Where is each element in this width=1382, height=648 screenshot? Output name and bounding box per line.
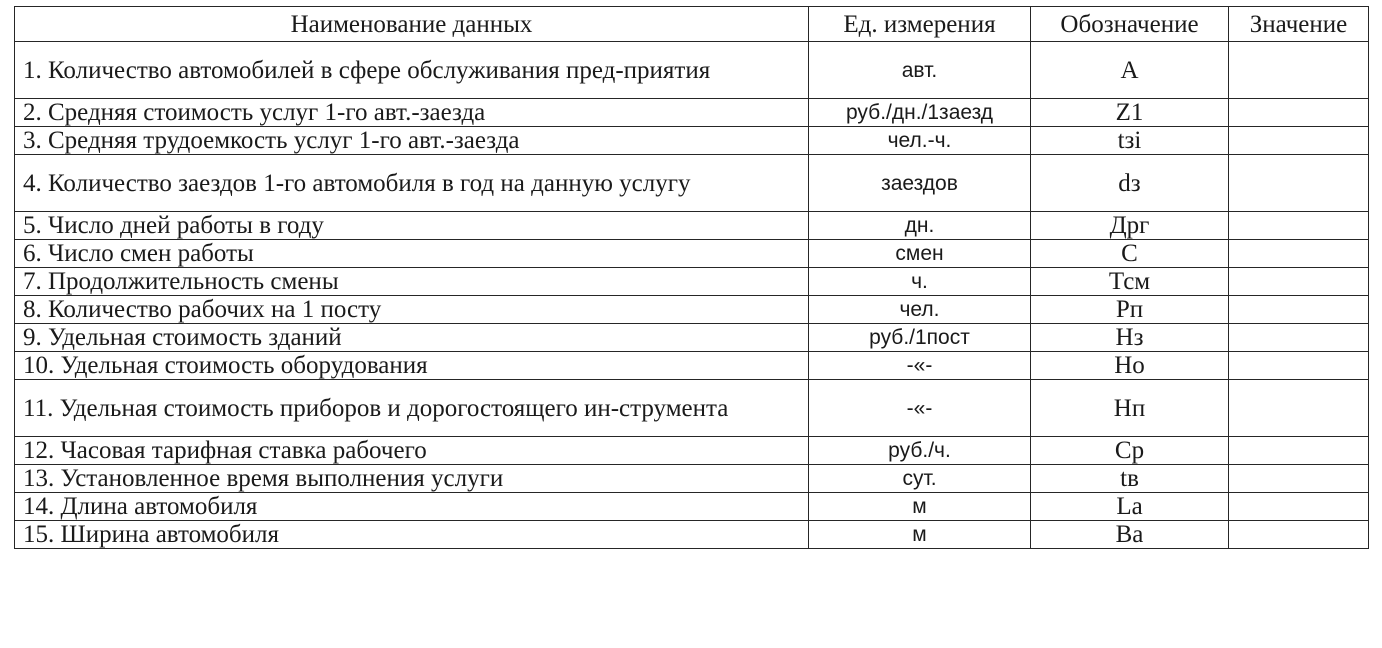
row-value[interactable]: [1229, 437, 1369, 465]
table-row: [15, 127, 1369, 155]
row-value[interactable]: [1229, 155, 1369, 212]
row-value[interactable]: [1229, 127, 1369, 155]
document-page: [14, 6, 1368, 549]
table-row: [15, 42, 1369, 99]
row-value[interactable]: [1229, 493, 1369, 521]
row-name: 10. Удельная стоимость оборудования: [15, 352, 809, 380]
header-unit: Ед. измерения: [809, 7, 1031, 42]
row-name: 1. Количество автомобилей в сфере обслуживания пред-приятия: [15, 42, 809, 99]
table-row: [15, 493, 1369, 521]
row-value[interactable]: [1229, 212, 1369, 240]
row-name: 7. Продолжительность смены: [15, 268, 809, 296]
table-row: [15, 380, 1369, 437]
row-name: 8. Количество рабочих на 1 посту: [15, 296, 809, 324]
row-unit: руб./дн./1заезд: [809, 99, 1031, 127]
table-row: [15, 296, 1369, 324]
row-value[interactable]: [1229, 324, 1369, 352]
row-unit: руб./1пост: [809, 324, 1031, 352]
row-name: 14. Длина автомобиля: [15, 493, 809, 521]
row-symbol: Рп: [1031, 296, 1229, 324]
row-symbol: Нп: [1031, 380, 1229, 437]
row-symbol: tзi: [1031, 127, 1229, 155]
row-unit: ч.: [809, 268, 1031, 296]
row-name: 4. Количество заездов 1-го автомобиля в год на данную услугу: [15, 155, 809, 212]
row-name: 11. Удельная стоимость приборов и дорогостоящего ин-струмента: [15, 380, 809, 437]
table-row: [15, 352, 1369, 380]
row-value[interactable]: [1229, 465, 1369, 493]
row-name: 2. Средняя стоимость услуг 1-го авт.-заезда: [15, 99, 809, 127]
table-row: [15, 268, 1369, 296]
row-unit: -«-: [809, 380, 1031, 437]
table-row: [15, 155, 1369, 212]
row-name: 13. Установленное время выполнения услуги: [15, 465, 809, 493]
row-unit: авт.: [809, 42, 1031, 99]
row-symbol: А: [1031, 42, 1229, 99]
table-row: [15, 240, 1369, 268]
row-symbol: Нз: [1031, 324, 1229, 352]
table-header-row: [15, 7, 1369, 42]
row-value[interactable]: [1229, 296, 1369, 324]
table-row: [15, 99, 1369, 127]
row-symbol: Тсм: [1031, 268, 1229, 296]
row-unit: чел.-ч.: [809, 127, 1031, 155]
row-symbol: La: [1031, 493, 1229, 521]
table-row: [15, 465, 1369, 493]
row-unit: заездов: [809, 155, 1031, 212]
table-row: [15, 521, 1369, 549]
row-unit: смен: [809, 240, 1031, 268]
row-unit: м: [809, 493, 1031, 521]
row-symbol: Дрг: [1031, 212, 1229, 240]
row-value[interactable]: [1229, 521, 1369, 549]
row-unit: -«-: [809, 352, 1031, 380]
row-value[interactable]: [1229, 240, 1369, 268]
row-symbol: Но: [1031, 352, 1229, 380]
header-value: Значение: [1229, 7, 1369, 42]
row-value[interactable]: [1229, 352, 1369, 380]
row-unit: руб./ч.: [809, 437, 1031, 465]
row-unit: чел.: [809, 296, 1031, 324]
row-value[interactable]: [1229, 380, 1369, 437]
row-value[interactable]: [1229, 42, 1369, 99]
row-unit: дн.: [809, 212, 1031, 240]
row-symbol: Z1: [1031, 99, 1229, 127]
table-row: [15, 324, 1369, 352]
row-name: 12. Часовая тарифная ставка рабочего: [15, 437, 809, 465]
table-row: [15, 437, 1369, 465]
header-name: Наименование данных: [15, 7, 809, 42]
row-value[interactable]: [1229, 268, 1369, 296]
row-name: 3. Средняя трудоемкость услуг 1-го авт.-заезда: [15, 127, 809, 155]
row-symbol: tв: [1031, 465, 1229, 493]
row-name: 6. Число смен работы: [15, 240, 809, 268]
row-symbol: Ср: [1031, 437, 1229, 465]
row-symbol: Ва: [1031, 521, 1229, 549]
row-unit: м: [809, 521, 1031, 549]
header-symbol: Обозначение: [1031, 7, 1229, 42]
table-row: [15, 212, 1369, 240]
row-unit: сут.: [809, 465, 1031, 493]
row-symbol: dз: [1031, 155, 1229, 212]
row-name: 5. Число дней работы в году: [15, 212, 809, 240]
row-value[interactable]: [1229, 99, 1369, 127]
row-name: 9. Удельная стоимость зданий: [15, 324, 809, 352]
row-symbol: С: [1031, 240, 1229, 268]
input-data-table: [14, 6, 1369, 549]
row-name: 15. Ширина автомобиля: [15, 521, 809, 549]
